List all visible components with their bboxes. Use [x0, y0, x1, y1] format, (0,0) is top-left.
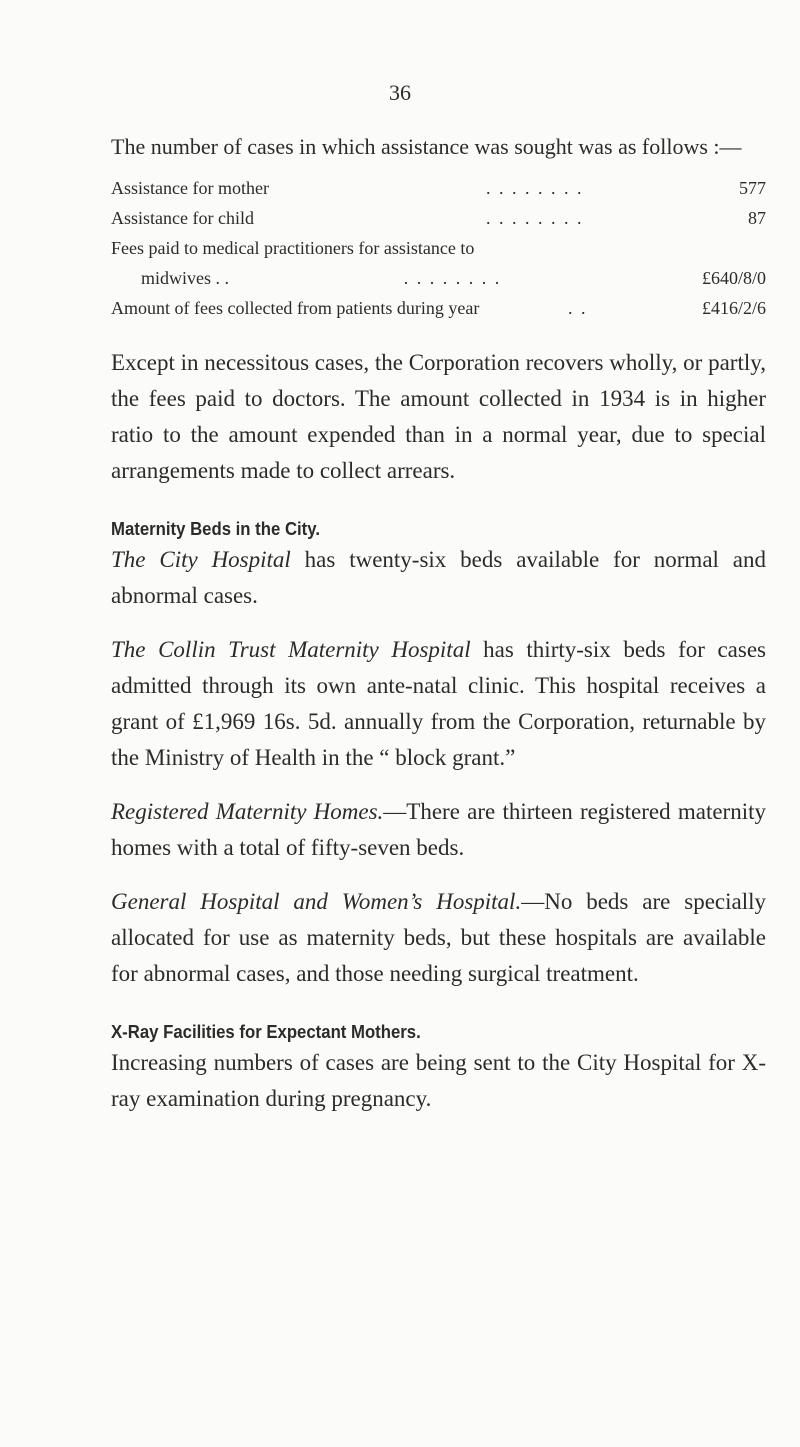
- row-label: midwives . .: [141, 268, 229, 288]
- table-row: [111, 203, 766, 233]
- row-value: £416/2/6: [701, 298, 766, 318]
- section-heading-maternity-beds: Maternity Beds in the City.: [111, 519, 320, 539]
- city-hospital-paragraph: [111, 542, 766, 614]
- table-row: [111, 263, 766, 293]
- subheading: Registered Maternity Homes.: [111, 799, 384, 824]
- table-row: [111, 293, 766, 323]
- leader-dots: . .: [567, 298, 588, 318]
- fees-paragraph: Except in necessitous cases, the Corporation recovers wholly, or partly, the fees paid to doctors. The amount collected in 1934 is in higher ratio to the amount expended than in a normal year, due to special arrangements made to collect arrears.: [111, 350, 766, 483]
- leader-dots: . . . . . . . .: [486, 178, 584, 198]
- registered-homes-paragraph: [111, 794, 766, 866]
- hospital-name: The Collin Trust Maternity Hospital: [111, 637, 471, 662]
- row-value: £640/8/0: [701, 268, 766, 288]
- xray-paragraph: Increasing numbers of cases are being sent to the City Hospital for X-ray examination during pregnancy.: [111, 1050, 766, 1111]
- paragraph-text: —There are thirteen registered maternity homes with a total of fifty-seven beds.: [111, 799, 766, 860]
- fees-line: Fees paid to medical practitioners for assistance to: [111, 238, 475, 258]
- row-label: Assistance for child: [111, 208, 254, 228]
- leader-dots: . . . . . . . .: [486, 208, 584, 228]
- hospital-name: The City Hospital: [111, 547, 291, 572]
- paragraph-text: —No beds are specially allocated for use as maternity beds, but these hospitals are available for abnormal cases, and those needing surgical treatment.: [111, 889, 767, 986]
- section-heading-xray: X-Ray Facilities for Expectant Mothers.: [111, 1022, 421, 1042]
- intro-text: The number of cases in which assistance was sought was as follows :—: [111, 134, 742, 159]
- cases-table: [111, 173, 766, 323]
- row-value: 577: [739, 178, 766, 198]
- paragraph-text: has twenty-six beds available for normal and abnormal cases.: [111, 547, 766, 608]
- collin-trust-paragraph: [111, 632, 766, 776]
- row-value: 87: [748, 208, 766, 228]
- row-label: Amount of fees collected from patients during year: [111, 298, 480, 318]
- paragraph-text: has thirty-six beds for cases admitted through its own ante-natal clinic. This hospital receives a grant of £1,969 16s. 5d. annually from the Corporation, returnable by the Ministry of Health in the “ block grant.”: [111, 637, 766, 770]
- table-row: [111, 173, 766, 203]
- general-hospital-paragraph: [111, 884, 766, 992]
- subheading: General Hospital and Women’s Hospital.: [111, 889, 522, 914]
- row-label: Assistance for mother: [111, 178, 269, 198]
- leader-dots: . . . . . . . .: [403, 268, 502, 288]
- page-number: 36: [389, 80, 411, 105]
- page-content: [111, 132, 766, 1117]
